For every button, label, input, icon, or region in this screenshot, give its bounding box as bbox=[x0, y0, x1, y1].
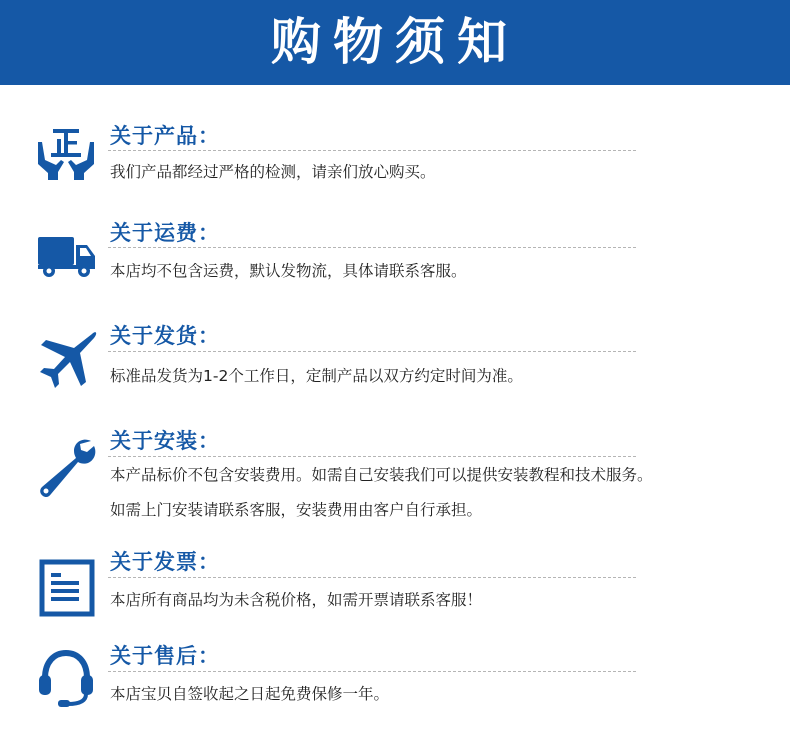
header-banner bbox=[0, 0, 790, 85]
divider bbox=[108, 351, 636, 352]
headset-icon bbox=[34, 646, 98, 710]
wrench-icon bbox=[34, 435, 98, 499]
divider bbox=[108, 247, 636, 248]
section-text: 本店所有商品均为未含税价格，如需开票请联系客服！ bbox=[110, 591, 483, 609]
divider bbox=[108, 456, 636, 457]
section-text: 我们产品都经过严格的检测，请亲们放心购买。 bbox=[110, 163, 436, 181]
divider bbox=[108, 671, 636, 672]
divider bbox=[108, 577, 636, 578]
page-title: 购物须知 bbox=[271, 13, 519, 71]
section-title: 关于售后： bbox=[110, 644, 220, 668]
section-text: 本店宝贝自签收起之日起免费保修一年。 bbox=[110, 685, 390, 703]
airplane-icon bbox=[34, 328, 98, 392]
section-title: 关于运费： bbox=[110, 221, 220, 245]
section-text: 本店均不包含运费，默认发物流，具体请联系客服。 bbox=[110, 262, 467, 280]
section-title: 关于发货： bbox=[110, 324, 220, 348]
section-text: 标准品发货为1-2个工作日，定制产品以双方约定时间为准。 bbox=[110, 367, 523, 385]
section-title: 关于发票： bbox=[110, 550, 220, 574]
section-text: 本产品标价不包含安装费用。如需自己安装我们可以提供安装教程和技术服务。 bbox=[110, 466, 653, 484]
section-title: 关于产品： bbox=[110, 124, 220, 148]
document-icon bbox=[34, 556, 98, 620]
section-title: 关于安装： bbox=[110, 429, 220, 453]
section-text: 如需上门安装请联系客服，安装费用由客户自行承担。 bbox=[110, 501, 483, 519]
hands-holding-zheng-icon bbox=[34, 120, 98, 184]
delivery-truck-icon bbox=[34, 223, 98, 287]
divider bbox=[108, 150, 636, 151]
